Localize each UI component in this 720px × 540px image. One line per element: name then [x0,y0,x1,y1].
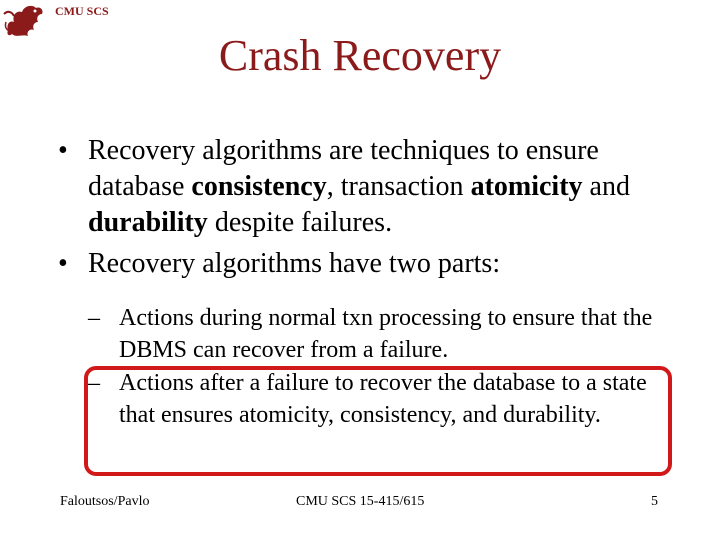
dash-marker: – [88,305,100,331]
bold-atomicity: atomicity [470,171,583,202]
bullet-item-2 [58,246,698,282]
bullet-item-1 [58,133,698,241]
bold-consistency: consistency [191,171,327,202]
bullet-text: Recovery algorithms have two parts: [88,248,501,279]
dash-marker: – [88,370,100,396]
slide-title: Crash Recovery [218,31,502,80]
sub-bullet-text: Actions after a failure to recover the database to a state that ensures atomicity, consistency, and durability. [119,370,647,428]
sub-bullet-text: Actions during normal txn processing to ensure that the DBMS can recover from a failure. [119,305,653,363]
sub-bullet-item-1 [88,302,688,366]
footer-course: CMU SCS 15-415/615 [296,494,425,509]
bullet-list [58,133,698,287]
highlight-box [84,366,672,476]
footer-author: Faloutsos/Pavlo [60,494,150,509]
bullet-marker: • [58,135,68,166]
bold-durability: durability [88,207,208,238]
page-number: 5 [651,494,658,509]
bullet-marker: • [58,248,68,279]
bullet-text: Recovery algorithms are techniques to ensure database consistency, transaction atomicity and durability despite failures. [88,135,630,238]
org-label: CMU SCS [55,4,109,18]
